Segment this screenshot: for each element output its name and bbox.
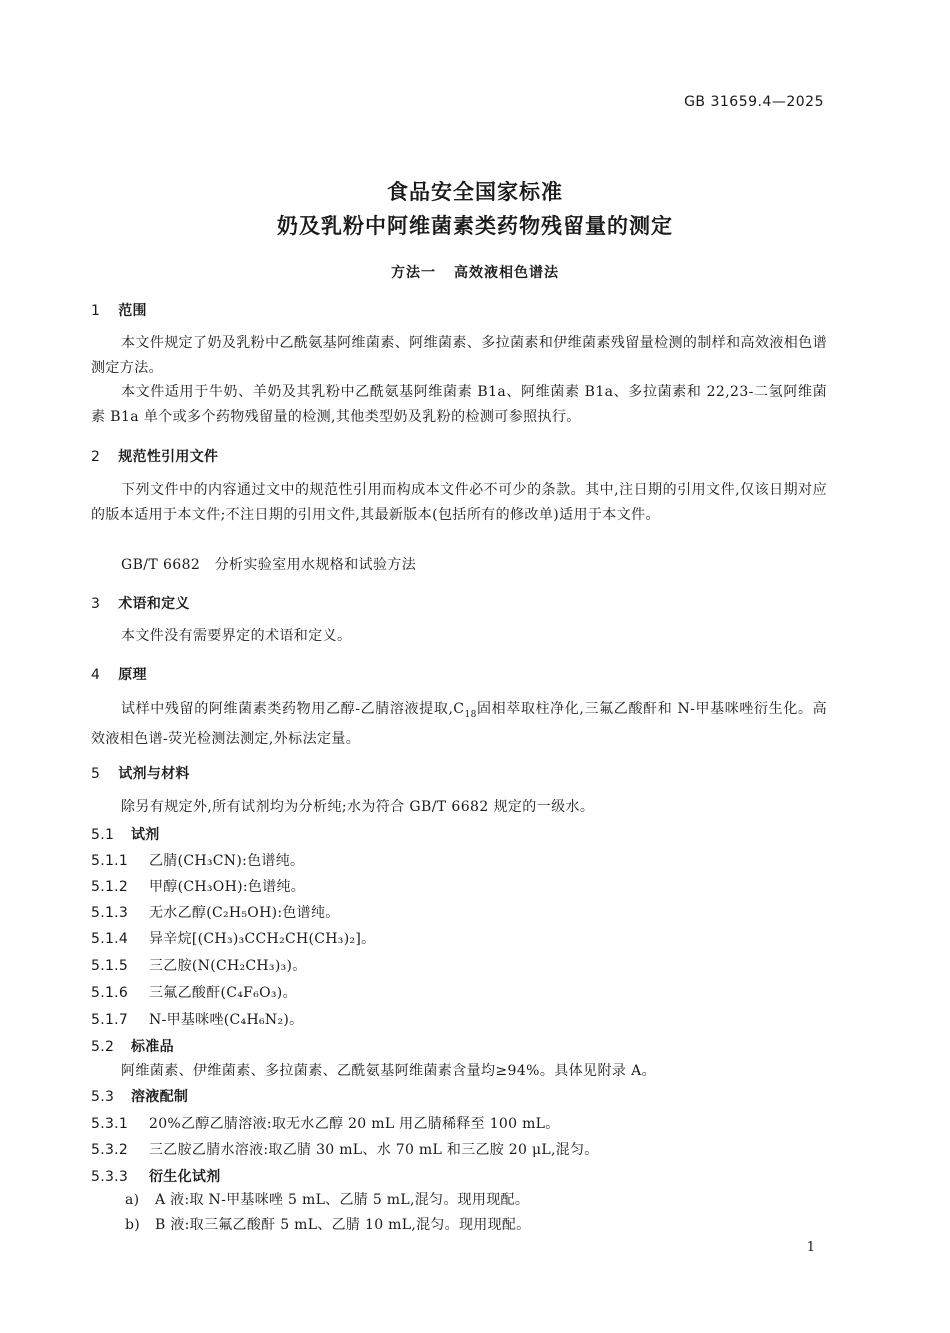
reagent-item	[91, 955, 307, 975]
subsection-title: 标准品	[131, 1039, 174, 1055]
principle-text-b: 固相萃取柱净化,三氟乙酸酐和 N-甲基咪唑衍生化。高效液相色谱-荧光检测法测定,外标法定量。	[91, 701, 827, 748]
section-heading-2	[91, 446, 218, 466]
section-title: 原理	[118, 667, 147, 683]
item-text: N-甲基咪唑(C₄H₆N₂)。	[149, 1012, 304, 1028]
section-number: 2	[91, 449, 101, 465]
subsection-heading-5-1	[91, 824, 160, 844]
principle-text-a: 试样中残留的阿维菌素类药物用乙醇-乙腈溶液提取,C	[121, 701, 465, 717]
section-title: 术语和定义	[118, 596, 190, 612]
section-title: 规范性引用文件	[118, 449, 219, 465]
item-number: 5.1.6	[91, 985, 129, 1001]
item-number: 5.1.7	[91, 1012, 129, 1028]
section-number: 3	[91, 596, 101, 612]
subsection-number: 5.1	[91, 827, 115, 843]
reagent-item	[91, 928, 375, 948]
item-text: 20%乙醇乙腈溶液:取无水乙醇 20 mL 用乙腈稀释至 100 mL。	[149, 1116, 560, 1132]
document-title-line2: 奶及乳粉中阿维菌素类药物残留量的测定	[277, 214, 673, 238]
section-number: 1	[91, 303, 101, 319]
standard-substances-text: 阿维菌素、伊维菌素、多拉菌素、乙酰氨基阿维菌素含量均≥94%。具体见附录 A。	[121, 1063, 657, 1079]
section-heading-5	[91, 763, 190, 783]
method-number: 方法一	[391, 265, 436, 281]
subsection-number: 5.3	[91, 1089, 115, 1105]
item-text: 乙腈(CH₃CN):色谱纯。	[149, 853, 305, 869]
item-number: 5.1.4	[91, 931, 129, 947]
item-number: 5.1.3	[91, 905, 129, 921]
item-text: B 液:取三氟乙酸酐 5 mL、乙腈 10 mL,混匀。现用现配。	[155, 1217, 531, 1233]
item-text: A 液:取 N-甲基咪唑 5 mL、乙腈 5 mL,混匀。现用现配。	[155, 1192, 530, 1208]
item-text: 甲醇(CH₃OH):色谱纯。	[149, 879, 306, 895]
item-number: 5.1.5	[91, 958, 129, 974]
item-text: 三乙胺乙腈水溶液:取乙腈 30 mL、水 70 mL 和三乙胺 20 μL,混匀。	[149, 1142, 599, 1158]
paragraph-principle	[91, 697, 827, 752]
item-number: 5.1.2	[91, 879, 129, 895]
document-title-line1: 食品安全国家标准	[387, 180, 563, 204]
page-number: 1	[806, 1240, 815, 1255]
paragraph-reagents-general: 除另有规定外,所有试剂均为分析纯;水为符合 GB/T 6682 规定的一级水。	[121, 799, 595, 815]
solution-item	[91, 1113, 560, 1133]
item-text: 异辛烷[(CH₃)₃CCH₂CH(CH₃)₂]。	[149, 931, 376, 947]
principle-subscript: 18	[464, 709, 477, 720]
subsection-number: 5.3.3	[91, 1169, 129, 1185]
subsection-title: 衍生化试剂	[149, 1169, 221, 1185]
standard-number: GB 31659.4—2025	[684, 94, 824, 110]
section-number: 4	[91, 667, 101, 683]
reagent-item	[91, 902, 340, 922]
reference-gbt-6682: GB/T 6682 分析实验室用水规格和试验方法	[121, 557, 417, 573]
item-marker: a)	[125, 1192, 140, 1208]
subsection-number: 5.2	[91, 1039, 115, 1055]
method-name: 高效液相色谱法	[454, 265, 559, 281]
section-title: 范围	[118, 303, 147, 319]
subsection-heading-5-3	[91, 1086, 188, 1106]
subsection-title: 溶液配制	[131, 1089, 189, 1105]
paragraph-terms: 本文件没有需要界定的术语和定义。	[121, 628, 352, 644]
section-heading-3	[91, 593, 190, 613]
solution-item	[91, 1139, 599, 1159]
reagent-item	[91, 876, 305, 896]
section-heading-1	[91, 300, 147, 320]
item-number: 5.3.1	[91, 1116, 129, 1132]
section-number: 5	[91, 766, 101, 782]
paragraph-scope-2: 本文件适用于牛奶、羊奶及其乳粉中乙酰氨基阿维菌素 B1a、阿维菌素 B1a、多拉菌素和 22,23-二氢阿维菌素 B1a 单个或多个药物残留量的检测,其他类型奶及乳粉的检测可参照执行。	[91, 384, 827, 425]
item-number: 5.1.1	[91, 853, 129, 869]
item-marker: b)	[125, 1217, 141, 1233]
section-title: 试剂与材料	[118, 766, 190, 782]
paragraph-scope-1: 本文件规定了奶及乳粉中乙酰氨基阿维菌素、阿维菌素、多拉菌素和伊维菌素残留量检测的制样和高效液相色谱测定方法。	[91, 335, 827, 376]
reagent-item	[91, 850, 304, 870]
paragraph-normative-references: 下列文件中的内容通过文中的规范性引用而构成本文件必不可少的条款。其中,注日期的引用文件,仅该日期对应的版本适用于本文件;不注日期的引用文件,其最新版本(包括所有的修改单)适用于本文件。	[91, 482, 827, 523]
section-heading-4	[91, 664, 147, 684]
derivatization-item	[125, 1214, 530, 1234]
item-text: 无水乙醇(C₂H₅OH):色谱纯。	[149, 905, 340, 921]
item-text: 三氟乙酸酐(C₄F₆O₃)。	[149, 985, 297, 1001]
derivatization-item	[125, 1189, 529, 1209]
method-heading	[0, 262, 950, 282]
item-text: 三乙胺(N(CH₂CH₃)₃)。	[149, 958, 307, 974]
reagent-item	[91, 1009, 303, 1029]
subsection-heading-5-3-3	[91, 1166, 221, 1186]
reagent-item	[91, 982, 297, 1002]
subsection-title: 试剂	[131, 827, 160, 843]
item-number: 5.3.2	[91, 1142, 129, 1158]
subsection-heading-5-2	[91, 1036, 174, 1056]
